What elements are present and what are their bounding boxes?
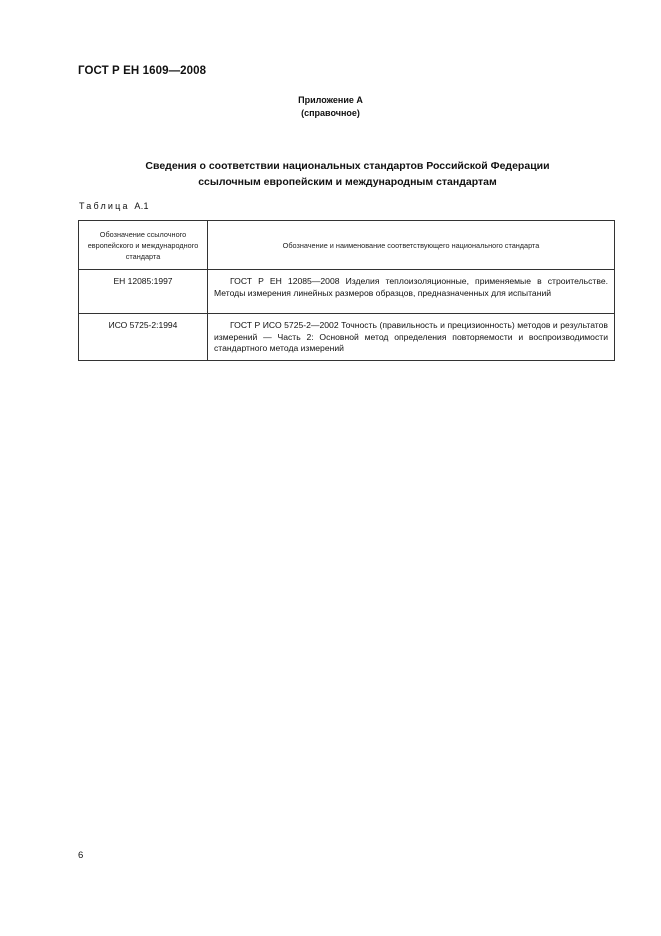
reference-standard-cell: ЕН 12085:1997 xyxy=(79,270,208,314)
column-header-national-standard: Обозначение и наименование соответствующего национального стандарта xyxy=(208,221,615,270)
document-code: ГОСТ Р ЕН 1609—2008 xyxy=(78,65,207,77)
annex-type: (справочное) xyxy=(301,108,360,118)
table-label-word: Таблица xyxy=(79,201,130,211)
table-number: А.1 xyxy=(134,201,149,211)
section-heading-line-1: Сведения о соответствии национальных стандартов Российской Федерации xyxy=(145,160,550,172)
reference-standard-cell: ИСО 5725-2:1994 xyxy=(79,314,208,361)
table-row xyxy=(79,270,615,314)
section-heading-line-2: ссылочным европейским и международным стандартам xyxy=(198,176,497,188)
reference-standards-table xyxy=(78,220,615,361)
annex-title: Приложение А xyxy=(298,95,363,105)
table-header-row xyxy=(79,221,615,270)
national-standard-cell: ГОСТ Р ЕН 12085—2008 Изделия теплоизоляционные, применяемые в строительстве. Методы измерения линейных размеров образцов, предназначенных для испытаний xyxy=(208,270,615,314)
table-row xyxy=(79,314,615,361)
column-header-reference-standard: Обозначение ссылочного европейского и международного стандарта xyxy=(79,221,208,270)
national-standard-cell: ГОСТ Р ИСО 5725-2—2002 Точность (правильность и прецизионность) методов и результатов измерений — Часть 2: Основной метод определения повторяемости и воспроизводимости стандартного метода измерений xyxy=(208,314,615,361)
table-label xyxy=(79,201,149,211)
page-number: 6 xyxy=(78,850,84,861)
